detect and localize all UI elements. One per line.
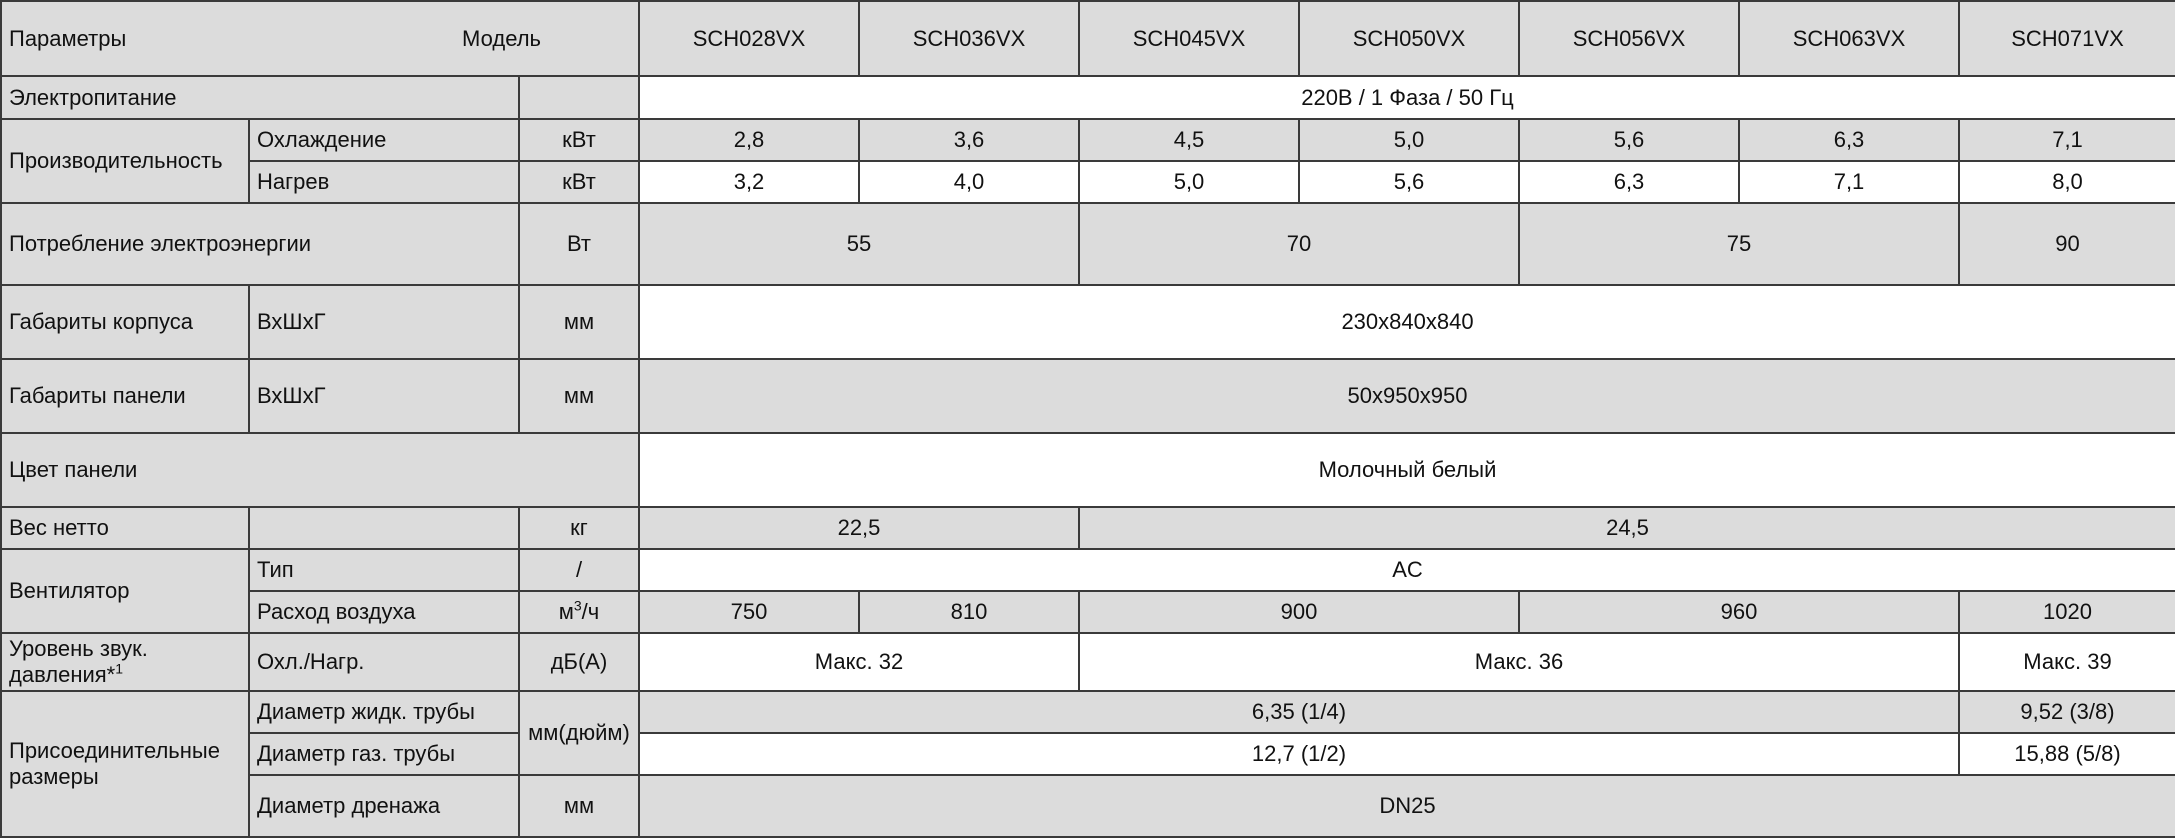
net-weight-value: 24,5 (1079, 507, 2175, 549)
sound-unit: дБ(А) (519, 633, 639, 691)
fan-label: Вентилятор (1, 549, 249, 633)
airflow-value: 810 (859, 591, 1079, 633)
airflow-unit-rest: /ч (581, 599, 600, 624)
airflow-value: 750 (639, 591, 859, 633)
cooling-value: 3,6 (859, 119, 1079, 161)
consumption-label: Потребление электроэнергии (1, 203, 519, 285)
consumption-unit: Вт (519, 203, 639, 285)
airflow-value: 1020 (1959, 591, 2175, 633)
model-header: SCH050VX (1299, 1, 1519, 76)
panel-dims-label: Габариты панели (1, 359, 249, 433)
model-header: SCH063VX (1739, 1, 1959, 76)
panel-dims-unit: мм (519, 359, 639, 433)
model-header: SCH056VX (1519, 1, 1739, 76)
sound-sub: Охл./Нагр. (249, 633, 519, 691)
cooling-value: 5,0 (1299, 119, 1519, 161)
net-weight-value: 22,5 (639, 507, 1079, 549)
liquid-pipe-value: 6,35 (1/4) (639, 691, 1959, 733)
consumption-value: 90 (1959, 203, 2175, 285)
drain-value: DN25 (639, 775, 2175, 837)
drain-unit: мм (519, 775, 639, 837)
sound-value: Макс. 32 (639, 633, 1079, 691)
sound-label-footnote: 1 (115, 660, 124, 677)
airflow-unit-sup: 3 (573, 597, 582, 614)
connections-label: Присоединительные размеры (1, 691, 249, 837)
net-weight-sub (249, 507, 519, 549)
model-header: SCH028VX (639, 1, 859, 76)
model-header: SCH071VX (1959, 1, 2175, 76)
cooling-value: 7,1 (1959, 119, 2175, 161)
power-supply-unit (519, 76, 639, 119)
power-supply-label: Электропитание (1, 76, 519, 119)
panel-dims-sub: ВхШхГ (249, 359, 519, 433)
panel-dims-value: 50x950x950 (639, 359, 2175, 433)
sound-label (1, 633, 249, 691)
gas-pipe-value: 15,88 (5/8) (1959, 733, 2175, 775)
airflow-unit-base: м (558, 599, 574, 624)
fan-type-unit: / (519, 549, 639, 591)
heating-unit: кВт (519, 161, 639, 203)
airflow-label: Расход воздуха (249, 591, 519, 633)
body-dims-unit: мм (519, 285, 639, 359)
cooling-value: 5,6 (1519, 119, 1739, 161)
liquid-pipe-value: 9,52 (3/8) (1959, 691, 2175, 733)
cooling-unit: кВт (519, 119, 639, 161)
gas-pipe-value: 12,7 (1/2) (639, 733, 1959, 775)
model-header: SCH045VX (1079, 1, 1299, 76)
heating-value: 6,3 (1519, 161, 1739, 203)
fan-type-label: Тип (249, 549, 519, 591)
heating-label: Нагрев (249, 161, 519, 203)
header-params-model-cell (1, 1, 639, 76)
heating-value: 4,0 (859, 161, 1079, 203)
drain-label: Диаметр дренажа (249, 775, 519, 837)
airflow-value: 960 (1519, 591, 1959, 633)
sound-value: Макс. 39 (1959, 633, 2175, 691)
panel-color-label: Цвет панели (1, 433, 639, 507)
heating-value: 7,1 (1739, 161, 1959, 203)
cooling-value: 2,8 (639, 119, 859, 161)
sound-label-line1: Уровень звук. (9, 636, 148, 661)
heating-value: 5,0 (1079, 161, 1299, 203)
sound-value: Макс. 36 (1079, 633, 1959, 691)
model-header: SCH036VX (859, 1, 1079, 76)
body-dims-label: Габариты корпуса (1, 285, 249, 359)
header-model-label: Модель (462, 25, 541, 51)
heating-value: 8,0 (1959, 161, 2175, 203)
power-supply-value: 220В / 1 Фаза / 50 Гц (639, 76, 2175, 119)
body-dims-sub: ВхШхГ (249, 285, 519, 359)
sound-label-line2: давления* (9, 662, 116, 687)
airflow-value: 900 (1079, 591, 1519, 633)
gas-pipe-label: Диаметр газ. трубы (249, 733, 519, 775)
consumption-value: 75 (1519, 203, 1959, 285)
cooling-value: 6,3 (1739, 119, 1959, 161)
liquid-pipe-label: Диаметр жидк. трубы (249, 691, 519, 733)
consumption-value: 55 (639, 203, 1079, 285)
fan-type-value: AC (639, 549, 2175, 591)
net-weight-label: Вес нетто (1, 507, 249, 549)
heating-value: 3,2 (639, 161, 859, 203)
airflow-unit (519, 591, 639, 633)
capacity-label: Производительность (1, 119, 249, 203)
net-weight-unit: кг (519, 507, 639, 549)
body-dims-value: 230x840x840 (639, 285, 2175, 359)
heating-value: 5,6 (1299, 161, 1519, 203)
cooling-value: 4,5 (1079, 119, 1299, 161)
pipe-unit: мм(дюйм) (519, 691, 639, 775)
cooling-label: Охлаждение (249, 119, 519, 161)
header-params-label: Параметры (9, 25, 127, 51)
panel-color-value: Молочный белый (639, 433, 2175, 507)
consumption-value: 70 (1079, 203, 1519, 285)
